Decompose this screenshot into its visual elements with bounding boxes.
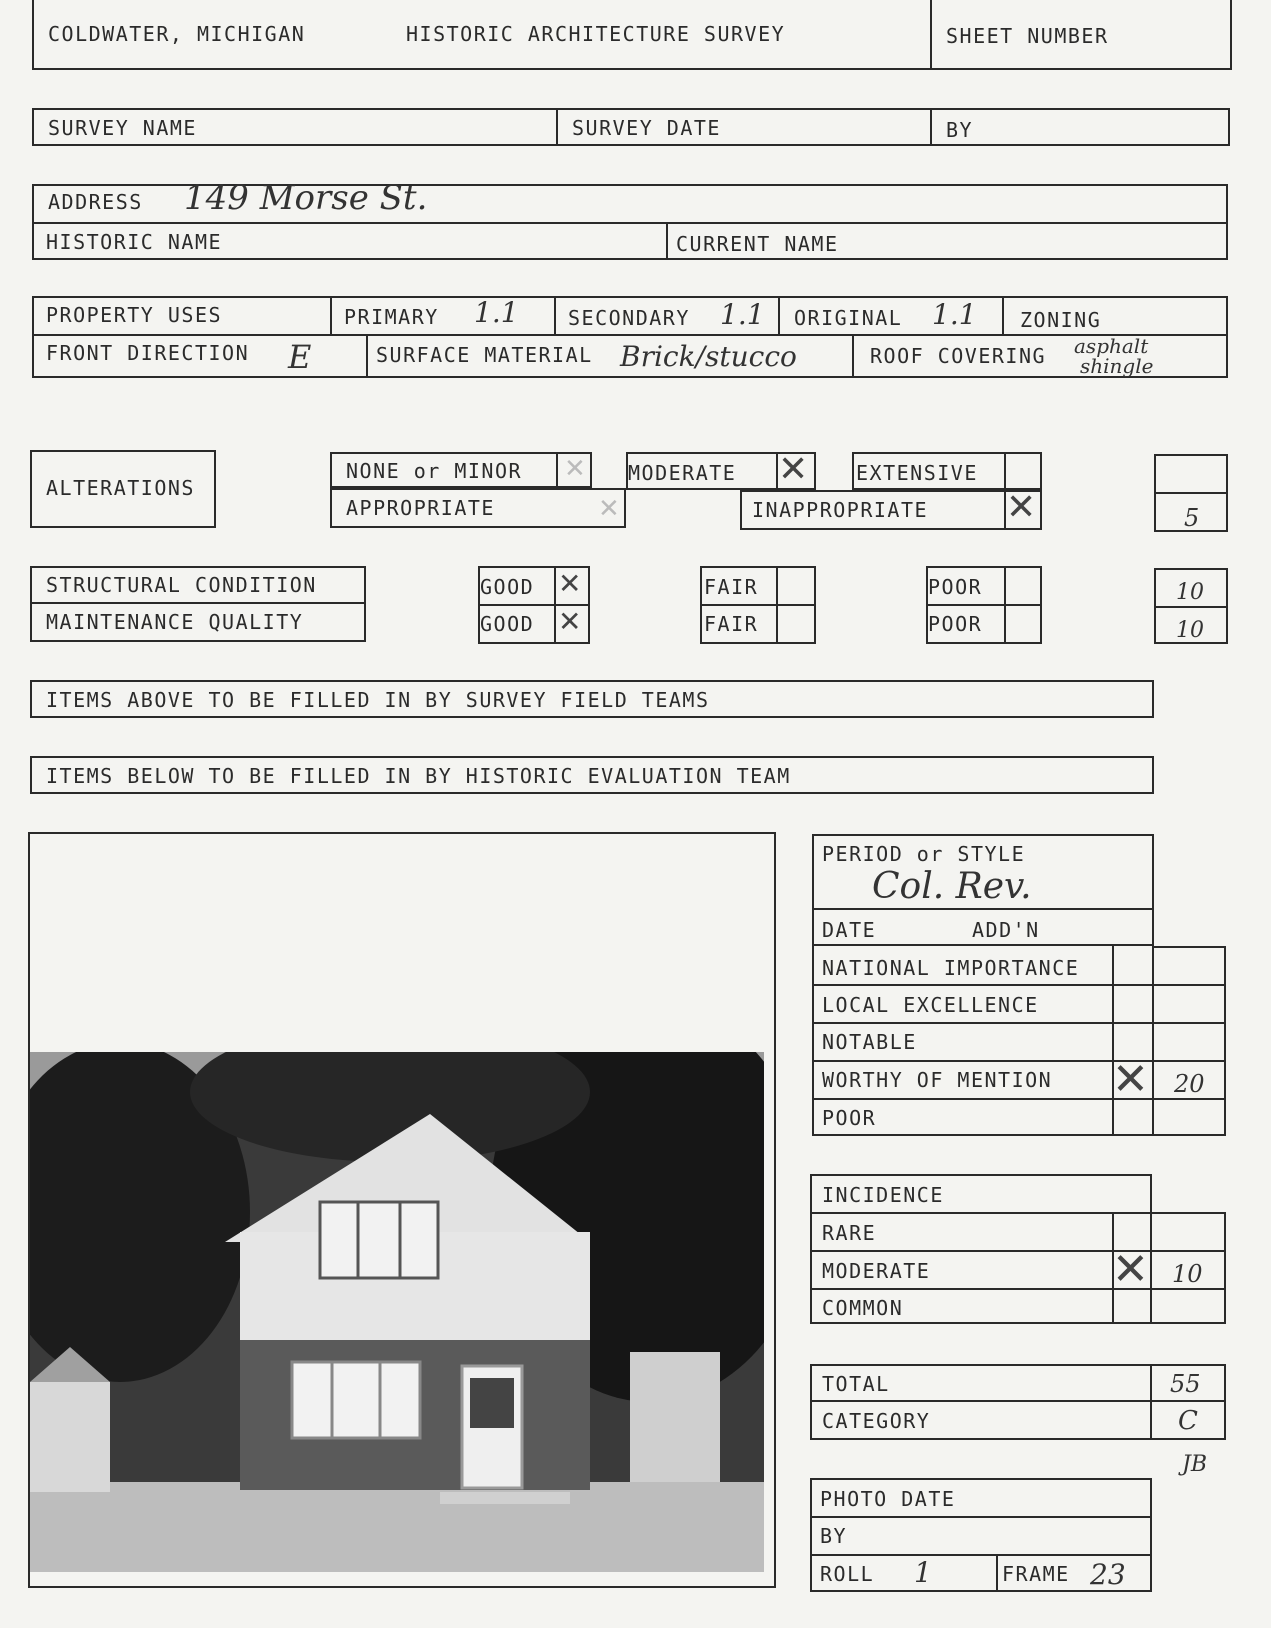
zoning-label: ZONING (1020, 308, 1102, 332)
date-label: DATE (822, 918, 877, 942)
total-div (1150, 1364, 1152, 1440)
secondary-label: SECONDARY (568, 306, 690, 330)
poor-importance-label: POOR (822, 1106, 877, 1130)
header-divider (930, 0, 932, 70)
uses-div-3 (778, 296, 780, 334)
total-label: TOTAL (822, 1372, 890, 1396)
worthy-check: ✕ (1112, 1054, 1149, 1105)
appropriate-check: ✕ (598, 494, 620, 524)
survey-name-label: SURVEY NAME (48, 116, 197, 140)
survey-title: HISTORIC ARCHITECTURE SURVEY (406, 22, 786, 46)
photo-info-rule-1 (810, 1516, 1152, 1518)
poor-rule (926, 604, 1042, 606)
moderate-incidence-check: ✕ (1112, 1244, 1149, 1295)
maintenance-good-label: GOOD (480, 612, 535, 636)
category-value: C (1178, 1406, 1198, 1436)
structural-fair-label: FAIR (704, 575, 759, 599)
moderate-check: ✕ (778, 449, 809, 490)
primary-label: PRIMARY (344, 305, 439, 329)
condition-score-rule (1154, 606, 1228, 608)
primary-value: 1.1 (474, 296, 519, 329)
roof-covering-value-2: shingle (1080, 354, 1154, 378)
worthy-of-mention-label: WORTHY OF MENTION (822, 1068, 1053, 1092)
rare-label: RARE (822, 1221, 877, 1245)
maintenance-quality-label: MAINTENANCE QUALITY (46, 610, 304, 634)
extensive-label: EXTENSIVE (856, 461, 978, 485)
survey-divider-1 (556, 108, 558, 146)
survey-divider-2 (930, 108, 932, 146)
frame-label: FRAME (1002, 1562, 1070, 1586)
structural-condition-label: STRUCTURAL CONDITION (46, 573, 317, 597)
uses-div-5 (366, 334, 368, 378)
uses-div-6 (852, 334, 854, 378)
initials: JB (1182, 1452, 1207, 1477)
addn-label: ADD'N (972, 918, 1040, 942)
incidence-label: INCIDENCE (822, 1183, 944, 1207)
importance-rule-4 (812, 1098, 1226, 1100)
period-value: Col. Rev. (872, 866, 1032, 907)
importance-div-2 (1152, 946, 1154, 1136)
original-label: ORIGINAL (794, 306, 903, 330)
moderate-label: MODERATE (628, 461, 737, 485)
photo-info-rule-2 (810, 1554, 1152, 1556)
structural-poor-label: POOR (928, 575, 983, 599)
front-direction-value: E (288, 338, 312, 376)
inappropriate-label: INAPPROPRIATE (752, 498, 929, 522)
maintenance-poor-label: POOR (928, 612, 983, 636)
appropriate-label: APPROPRIATE (346, 496, 495, 520)
surface-material-value: Brick/stucco (620, 340, 797, 373)
photo-date-label: PHOTO DATE (820, 1487, 956, 1511)
historic-name-label: HISTORIC NAME (46, 230, 223, 254)
photo-info-div (996, 1554, 998, 1592)
inappropriate-check: ✕ (1006, 487, 1037, 528)
incidence-score: 10 (1172, 1260, 1203, 1288)
address-label: ADDRESS (48, 190, 143, 214)
structural-score: 10 (1176, 580, 1204, 605)
poor-check-div (1004, 566, 1006, 644)
incidence-rule-2 (810, 1250, 1226, 1252)
survey-by-label: BY (946, 118, 974, 142)
alterations-score: 5 (1184, 504, 1200, 532)
structural-good-label: GOOD (480, 575, 535, 599)
address-value: 149 Morse St. (184, 178, 428, 218)
local-excellence-label: LOCAL EXCELLENCE (822, 993, 1039, 1017)
total-value: 55 (1170, 1370, 1201, 1398)
period-label: PERIOD or STYLE (822, 842, 1026, 866)
original-value: 1.1 (932, 298, 977, 331)
importance-rule-0 (1152, 946, 1226, 948)
none-minor-check-div (556, 452, 558, 488)
period-rule (812, 908, 1154, 910)
fair-rule (700, 604, 816, 606)
house-photo (30, 1052, 764, 1572)
alterations-label: ALTERATIONS (46, 476, 195, 500)
address-rule (32, 222, 1228, 224)
frame-value: 23 (1090, 1558, 1126, 1591)
photo-by-label: BY (820, 1524, 848, 1548)
uses-div-4 (1002, 296, 1004, 334)
sheet-number-label: SHEET NUMBER (946, 24, 1109, 48)
maintenance-good-check: ✕ (558, 605, 582, 638)
note-above: ITEMS ABOVE TO BE FILLED IN BY SURVEY FIELD TEAMS (46, 688, 710, 712)
uses-div-1 (330, 296, 332, 334)
none-minor-label: NONE or MINOR (346, 459, 523, 483)
front-direction-label: FRONT DIRECTION (46, 341, 250, 365)
surface-material-label: SURFACE MATERIAL (376, 343, 593, 367)
property-uses-label: PROPERTY USES (46, 303, 223, 327)
roof-covering-label: ROOF COVERING (870, 344, 1047, 368)
importance-rule-3 (812, 1060, 1226, 1062)
national-importance-label: NATIONAL IMPORTANCE (822, 956, 1080, 980)
city-label: COLDWATER, MICHIGAN (48, 22, 306, 46)
condition-label-rule (30, 602, 366, 604)
secondary-value: 1.1 (720, 298, 765, 331)
note-below: ITEMS BELOW TO BE FILLED IN BY HISTORIC EVALUATION TEAM (46, 764, 791, 788)
notable-label: NOTABLE (822, 1030, 917, 1054)
fair-check-div (776, 566, 778, 644)
structural-good-check: ✕ (558, 567, 582, 600)
importance-score: 20 (1174, 1070, 1205, 1098)
uses-rule (32, 334, 1228, 336)
importance-rule-1 (812, 984, 1226, 986)
none-minor-check: ✕ (564, 454, 586, 484)
roll-label: ROLL (820, 1562, 875, 1586)
roof-covering-value-1: asphalt (1074, 334, 1149, 358)
maintenance-fair-label: FAIR (704, 612, 759, 636)
category-label: CATEGORY (822, 1409, 931, 1433)
moderate-incidence-label: MODERATE (822, 1259, 931, 1283)
maintenance-score: 10 (1176, 618, 1204, 643)
incidence-rule-1 (810, 1212, 1152, 1214)
total-rule (810, 1400, 1226, 1402)
good-check-div (554, 566, 556, 644)
alterations-score-rule (1154, 492, 1228, 494)
importance-div-1 (1112, 946, 1114, 1136)
roll-value: 1 (914, 1556, 932, 1589)
uses-div-2 (554, 296, 556, 334)
current-name-label: CURRENT NAME (676, 232, 839, 256)
importance-rule-2 (812, 1022, 1226, 1024)
common-label: COMMON (822, 1296, 904, 1320)
incidence-rule-3 (810, 1288, 1226, 1290)
survey-date-label: SURVEY DATE (572, 116, 721, 140)
address-divider (666, 222, 668, 260)
